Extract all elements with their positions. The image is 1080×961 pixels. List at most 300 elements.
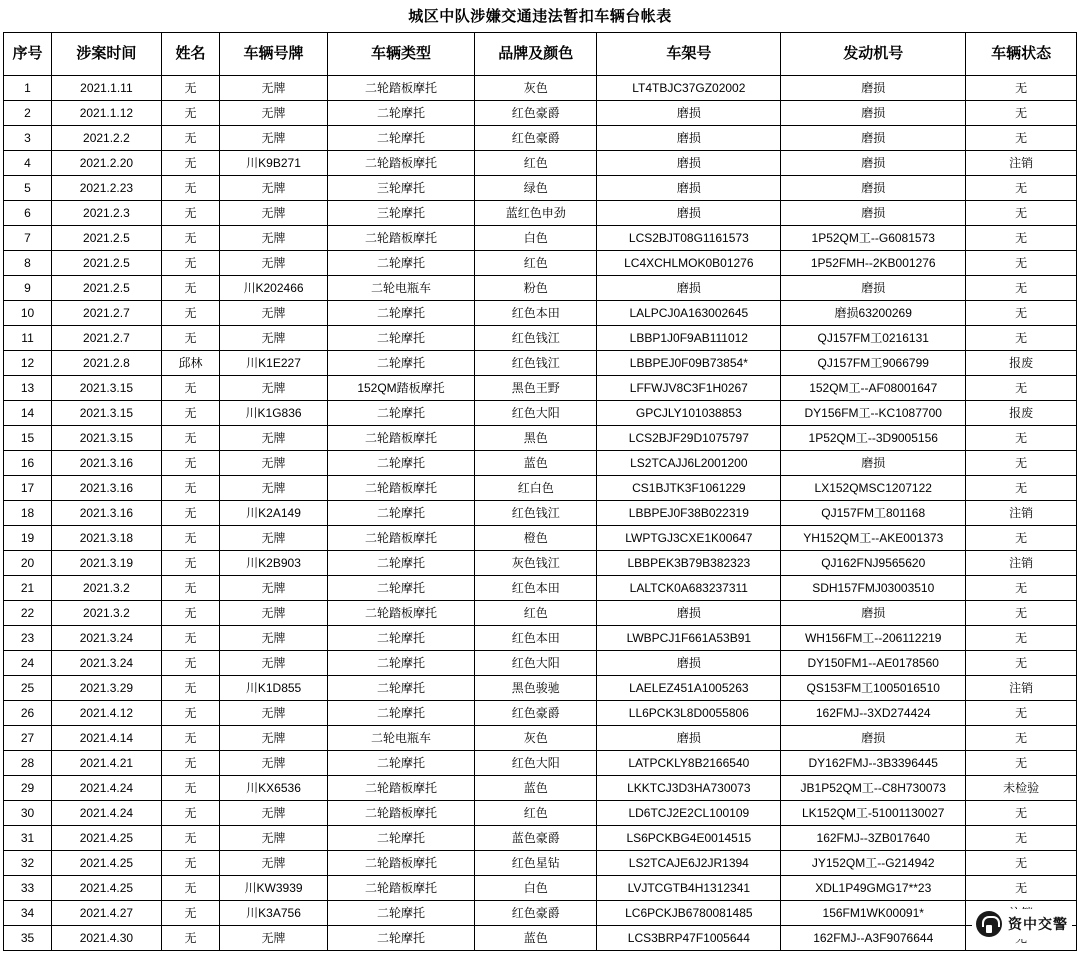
cell-name: 无 <box>161 901 220 926</box>
cell-vin: LVJTCGTB4H1312341 <box>597 876 781 901</box>
cell-vin: LC4XCHLMOK0B01276 <box>597 251 781 276</box>
table-row <box>4 351 1077 376</box>
column-header-vin: 车架号 <box>597 33 781 76</box>
table-row <box>4 201 1077 226</box>
cell-name: 无 <box>161 201 220 226</box>
cell-engine-no: DY156FM工--KC1087700 <box>781 401 966 426</box>
table-row <box>4 776 1077 801</box>
cell-brand-color: 红色 <box>475 801 597 826</box>
cell-index: 6 <box>4 201 52 226</box>
cell-brand-color: 红色 <box>475 151 597 176</box>
cell-case-time: 2021.3.15 <box>52 376 162 401</box>
cell-vin: LBBP1J0F9AB111012 <box>597 326 781 351</box>
cell-vin: 磨损 <box>597 601 781 626</box>
cell-vehicle-type: 152QM踏板摩托 <box>327 376 474 401</box>
cell-status: 无 <box>966 376 1077 401</box>
cell-status: 无 <box>966 201 1077 226</box>
cell-plate: 无牌 <box>220 426 328 451</box>
cell-plate: 无牌 <box>220 651 328 676</box>
cell-case-time: 2021.2.23 <box>52 176 162 201</box>
cell-plate: 无牌 <box>220 101 328 126</box>
cell-brand-color: 蓝色 <box>475 926 597 951</box>
cell-vin: LKKTCJ3D3HA730073 <box>597 776 781 801</box>
cell-plate: 川K1D855 <box>220 676 328 701</box>
table-row <box>4 876 1077 901</box>
cell-index: 22 <box>4 601 52 626</box>
cell-engine-no: 磨损 <box>781 151 966 176</box>
cell-brand-color: 蓝色 <box>475 451 597 476</box>
cell-status: 无 <box>966 101 1077 126</box>
table-row <box>4 176 1077 201</box>
cell-brand-color: 红色钱江 <box>475 501 597 526</box>
cell-index: 24 <box>4 651 52 676</box>
cell-vehicle-type: 二轮摩托 <box>327 826 474 851</box>
cell-index: 32 <box>4 851 52 876</box>
cell-engine-no: 磨损 <box>781 126 966 151</box>
cell-status: 无 <box>966 751 1077 776</box>
cell-brand-color: 红色本田 <box>475 626 597 651</box>
cell-case-time: 2021.4.21 <box>52 751 162 776</box>
table-row <box>4 701 1077 726</box>
cell-brand-color: 灰色 <box>475 76 597 101</box>
cell-name: 无 <box>161 101 220 126</box>
cell-brand-color: 红色大阳 <box>475 401 597 426</box>
cell-vin: 磨损 <box>597 126 781 151</box>
cell-status: 无 <box>966 276 1077 301</box>
cell-vin: LCS3BRP47F1005644 <box>597 926 781 951</box>
cell-vehicle-type: 二轮摩托 <box>327 451 474 476</box>
cell-plate: 川K1E227 <box>220 351 328 376</box>
cell-index: 16 <box>4 451 52 476</box>
cell-name: 无 <box>161 701 220 726</box>
cell-plate: 无牌 <box>220 451 328 476</box>
cell-name: 无 <box>161 726 220 751</box>
cell-brand-color: 红色钱江 <box>475 351 597 376</box>
cell-vehicle-type: 二轮摩托 <box>327 926 474 951</box>
cell-name: 无 <box>161 601 220 626</box>
cell-brand-color: 红色钱江 <box>475 326 597 351</box>
cell-plate: 无牌 <box>220 576 328 601</box>
cell-engine-no: 1P52QM工--G6081573 <box>781 226 966 251</box>
cell-vehicle-type: 二轮摩托 <box>327 626 474 651</box>
cell-name: 邱林 <box>161 351 220 376</box>
cell-status: 无 <box>966 626 1077 651</box>
table-row <box>4 226 1077 251</box>
cell-case-time: 2021.1.12 <box>52 101 162 126</box>
cell-status: 无 <box>966 876 1077 901</box>
cell-name: 无 <box>161 876 220 901</box>
cell-index: 9 <box>4 276 52 301</box>
cell-vin: LS2TCAJJ6L2001200 <box>597 451 781 476</box>
cell-vehicle-type: 二轮摩托 <box>327 576 474 601</box>
cell-index: 33 <box>4 876 52 901</box>
cell-case-time: 2021.3.2 <box>52 601 162 626</box>
cell-case-time: 2021.4.27 <box>52 901 162 926</box>
cell-brand-color: 蓝色豪爵 <box>475 826 597 851</box>
cell-vehicle-type: 二轮电瓶车 <box>327 276 474 301</box>
cell-name: 无 <box>161 276 220 301</box>
table-row <box>4 651 1077 676</box>
cell-status: 注销 <box>966 151 1077 176</box>
cell-index: 27 <box>4 726 52 751</box>
cell-index: 29 <box>4 776 52 801</box>
cell-status: 无 <box>966 826 1077 851</box>
table-row <box>4 826 1077 851</box>
cell-name: 无 <box>161 551 220 576</box>
cell-engine-no: 磨损 <box>781 601 966 626</box>
column-header-name: 姓名 <box>161 33 220 76</box>
cell-brand-color: 白色 <box>475 876 597 901</box>
table-row <box>4 751 1077 776</box>
cell-vin: 磨损 <box>597 151 781 176</box>
table-row <box>4 276 1077 301</box>
cell-vin: LCS2BJF29D1075797 <box>597 426 781 451</box>
cell-engine-no: QS153FM工1005016510 <box>781 676 966 701</box>
cell-case-time: 2021.3.19 <box>52 551 162 576</box>
cell-name: 无 <box>161 501 220 526</box>
cell-engine-no: LX152QMSC1207122 <box>781 476 966 501</box>
cell-case-time: 2021.2.7 <box>52 326 162 351</box>
cell-index: 18 <box>4 501 52 526</box>
cell-case-time: 2021.3.24 <box>52 651 162 676</box>
cell-index: 3 <box>4 126 52 151</box>
cell-index: 15 <box>4 426 52 451</box>
table-row <box>4 851 1077 876</box>
column-header-index: 序号 <box>4 33 52 76</box>
cell-name: 无 <box>161 476 220 501</box>
cell-brand-color: 红色豪爵 <box>475 901 597 926</box>
cell-name: 无 <box>161 126 220 151</box>
table-header-row <box>4 33 1077 76</box>
cell-vehicle-type: 二轮摩托 <box>327 501 474 526</box>
cell-vin: LBBPEJ0F38B022319 <box>597 501 781 526</box>
cell-status: 报废 <box>966 401 1077 426</box>
cell-plate: 川K202466 <box>220 276 328 301</box>
cell-case-time: 2021.2.5 <box>52 251 162 276</box>
cell-vehicle-type: 二轮摩托 <box>327 126 474 151</box>
cell-plate: 无牌 <box>220 601 328 626</box>
cell-plate: 无牌 <box>220 376 328 401</box>
cell-engine-no: DY162FMJ--3B3396445 <box>781 751 966 776</box>
cell-case-time: 2021.4.25 <box>52 876 162 901</box>
cell-brand-color: 白色 <box>475 226 597 251</box>
column-header-vehicle-type: 车辆类型 <box>327 33 474 76</box>
cell-vin: LALPCJ0A163002645 <box>597 301 781 326</box>
cell-engine-no: 磨损 <box>781 76 966 101</box>
cell-case-time: 2021.2.8 <box>52 351 162 376</box>
cell-plate: 无牌 <box>220 826 328 851</box>
cell-case-time: 2021.2.3 <box>52 201 162 226</box>
cell-index: 31 <box>4 826 52 851</box>
cell-case-time: 2021.3.16 <box>52 476 162 501</box>
cell-engine-no: QJ157FM工0216131 <box>781 326 966 351</box>
cell-case-time: 2021.3.24 <box>52 626 162 651</box>
cell-engine-no: YH152QM工--AKE001373 <box>781 526 966 551</box>
cell-vehicle-type: 二轮踏板摩托 <box>327 876 474 901</box>
table-row <box>4 401 1077 426</box>
table-row <box>4 426 1077 451</box>
cell-vehicle-type: 二轮摩托 <box>327 701 474 726</box>
table-row <box>4 551 1077 576</box>
cell-brand-color: 红色 <box>475 251 597 276</box>
table-row <box>4 626 1077 651</box>
cell-status: 无 <box>966 476 1077 501</box>
cell-plate: 无牌 <box>220 301 328 326</box>
cell-brand-color: 红色本田 <box>475 301 597 326</box>
cell-vin: 磨损 <box>597 651 781 676</box>
table-body <box>4 76 1077 951</box>
cell-status: 无 <box>966 801 1077 826</box>
cell-name: 无 <box>161 751 220 776</box>
cell-status: 无 <box>966 651 1077 676</box>
cell-plate: 无牌 <box>220 201 328 226</box>
cell-vin: LL6PCK3L8D0055806 <box>597 701 781 726</box>
cell-name: 无 <box>161 76 220 101</box>
cell-brand-color: 灰色钱江 <box>475 551 597 576</box>
cell-name: 无 <box>161 326 220 351</box>
cell-brand-color: 黑色骏驰 <box>475 676 597 701</box>
cell-status: 无 <box>966 701 1077 726</box>
table-row <box>4 676 1077 701</box>
cell-name: 无 <box>161 226 220 251</box>
cell-status: 无 <box>966 526 1077 551</box>
cell-brand-color: 粉色 <box>475 276 597 301</box>
cell-case-time: 2021.3.16 <box>52 451 162 476</box>
cell-vehicle-type: 二轮踏板摩托 <box>327 801 474 826</box>
cell-engine-no: SDH157FMJ03003510 <box>781 576 966 601</box>
cell-vin: LS6PCKBG4E0014515 <box>597 826 781 851</box>
cell-brand-color: 灰色 <box>475 726 597 751</box>
cell-vehicle-type: 二轮踏板摩托 <box>327 76 474 101</box>
table-row <box>4 901 1077 926</box>
cell-index: 30 <box>4 801 52 826</box>
cell-brand-color: 红色 <box>475 601 597 626</box>
cell-case-time: 2021.4.25 <box>52 851 162 876</box>
cell-engine-no: 1P52FMH--2KB001276 <box>781 251 966 276</box>
cell-engine-no: LK152QM工-51001130027 <box>781 801 966 826</box>
cell-case-time: 2021.4.30 <box>52 926 162 951</box>
cell-name: 无 <box>161 376 220 401</box>
cell-index: 8 <box>4 251 52 276</box>
cell-engine-no: WH156FM工--206112219 <box>781 626 966 651</box>
cell-name: 无 <box>161 151 220 176</box>
cell-plate: 无牌 <box>220 626 328 651</box>
cell-engine-no: 磨损 <box>781 176 966 201</box>
cell-engine-no: 152QM工--AF08001647 <box>781 376 966 401</box>
cell-index: 19 <box>4 526 52 551</box>
cell-engine-no: JB1P52QM工--C8H730073 <box>781 776 966 801</box>
cell-plate: 川K2A149 <box>220 501 328 526</box>
cell-plate: 无牌 <box>220 126 328 151</box>
cell-case-time: 2021.3.15 <box>52 401 162 426</box>
cell-engine-no: 162FMJ--3ZB017640 <box>781 826 966 851</box>
cell-vehicle-type: 二轮踏板摩托 <box>327 426 474 451</box>
cell-vehicle-type: 二轮踏板摩托 <box>327 151 474 176</box>
cell-status: 无 <box>966 451 1077 476</box>
cell-brand-color: 红白色 <box>475 476 597 501</box>
cell-engine-no: 1P52QM工--3D9005156 <box>781 426 966 451</box>
cell-name: 无 <box>161 851 220 876</box>
cell-brand-color: 蓝红色申劲 <box>475 201 597 226</box>
cell-name: 无 <box>161 651 220 676</box>
cell-index: 26 <box>4 701 52 726</box>
cell-index: 14 <box>4 401 52 426</box>
table-row <box>4 576 1077 601</box>
cell-status: 无 <box>966 226 1077 251</box>
cell-engine-no: QJ157FM工9066799 <box>781 351 966 376</box>
cell-vehicle-type: 二轮踏板摩托 <box>327 601 474 626</box>
cell-vehicle-type: 二轮摩托 <box>327 301 474 326</box>
cell-plate: 无牌 <box>220 226 328 251</box>
cell-engine-no: QJ162FNJ9565620 <box>781 551 966 576</box>
cell-plate: 无牌 <box>220 326 328 351</box>
cell-vehicle-type: 二轮踏板摩托 <box>327 476 474 501</box>
cell-index: 20 <box>4 551 52 576</box>
cell-plate: 无牌 <box>220 751 328 776</box>
cell-engine-no: 磨损 <box>781 276 966 301</box>
cell-name: 无 <box>161 251 220 276</box>
cell-vin: LAELEZ451A1005263 <box>597 676 781 701</box>
cell-case-time: 2021.4.14 <box>52 726 162 751</box>
column-header-plate: 车辆号牌 <box>220 33 328 76</box>
cell-case-time: 2021.4.25 <box>52 826 162 851</box>
cell-case-time: 2021.3.15 <box>52 426 162 451</box>
cell-engine-no: 磨损 <box>781 101 966 126</box>
cell-vehicle-type: 二轮踏板摩托 <box>327 776 474 801</box>
table-row <box>4 601 1077 626</box>
cell-vehicle-type: 二轮踏板摩托 <box>327 851 474 876</box>
cell-vehicle-type: 三轮摩托 <box>327 201 474 226</box>
table-row <box>4 926 1077 951</box>
cell-engine-no: 162FMJ--A3F9076644 <box>781 926 966 951</box>
cell-vin: LALTCK0A683237311 <box>597 576 781 601</box>
cell-vehicle-type: 三轮摩托 <box>327 176 474 201</box>
cell-vehicle-type: 二轮摩托 <box>327 651 474 676</box>
cell-index: 10 <box>4 301 52 326</box>
cell-plate: 无牌 <box>220 476 328 501</box>
cell-vin: LT4TBJC37GZ02002 <box>597 76 781 101</box>
cell-engine-no: QJ157FM工801168 <box>781 501 966 526</box>
cell-plate: 无牌 <box>220 526 328 551</box>
cell-vin: LWBPCJ1F661A53B91 <box>597 626 781 651</box>
table-row <box>4 451 1077 476</box>
cell-name: 无 <box>161 826 220 851</box>
cell-index: 34 <box>4 901 52 926</box>
cell-case-time: 2021.4.12 <box>52 701 162 726</box>
cell-status: 无 <box>966 576 1077 601</box>
cell-name: 无 <box>161 626 220 651</box>
cell-vehicle-type: 二轮摩托 <box>327 251 474 276</box>
cell-plate: 川KX6536 <box>220 776 328 801</box>
cell-case-time: 2021.4.24 <box>52 801 162 826</box>
cell-brand-color: 黑色王野 <box>475 376 597 401</box>
cell-case-time: 2021.2.5 <box>52 276 162 301</box>
cell-vin: 磨损 <box>597 176 781 201</box>
cell-status: 报废 <box>966 351 1077 376</box>
cell-engine-no: 磨损 <box>781 201 966 226</box>
cell-plate: 无牌 <box>220 76 328 101</box>
page-title: 城区中队涉嫌交通违法暂扣车辆台帐表 <box>408 8 672 25</box>
police-badge-icon <box>976 911 1002 937</box>
cell-index: 1 <box>4 76 52 101</box>
cell-engine-no: 162FMJ--3XD274424 <box>781 701 966 726</box>
cell-case-time: 2021.3.18 <box>52 526 162 551</box>
column-header-status: 车辆状态 <box>966 33 1077 76</box>
cell-index: 13 <box>4 376 52 401</box>
cell-status: 无 <box>966 126 1077 151</box>
cell-vin: 磨损 <box>597 726 781 751</box>
cell-case-time: 2021.3.29 <box>52 676 162 701</box>
cell-index: 25 <box>4 676 52 701</box>
cell-index: 28 <box>4 751 52 776</box>
cell-plate: 无牌 <box>220 176 328 201</box>
table-row <box>4 151 1077 176</box>
cell-engine-no: 磨损 <box>781 726 966 751</box>
cell-plate: 无牌 <box>220 726 328 751</box>
table-row <box>4 76 1077 101</box>
cell-vin: 磨损 <box>597 276 781 301</box>
cell-engine-no: XDL1P49GMG17**23 <box>781 876 966 901</box>
cell-vehicle-type: 二轮摩托 <box>327 551 474 576</box>
cell-brand-color: 红色豪爵 <box>475 101 597 126</box>
cell-vehicle-type: 二轮摩托 <box>327 326 474 351</box>
cell-vin: LC6PCKJB6780081485 <box>597 901 781 926</box>
cell-vehicle-type: 二轮踏板摩托 <box>327 526 474 551</box>
cell-vin: LBBPEJ0F09B73854* <box>597 351 781 376</box>
cell-index: 5 <box>4 176 52 201</box>
cell-status: 无 <box>966 726 1077 751</box>
cell-plate: 川KW3939 <box>220 876 328 901</box>
cell-index: 7 <box>4 226 52 251</box>
cell-case-time: 2021.4.24 <box>52 776 162 801</box>
cell-brand-color: 红色星钻 <box>475 851 597 876</box>
cell-brand-color: 红色大阳 <box>475 751 597 776</box>
cell-plate: 川K9B271 <box>220 151 328 176</box>
cell-plate: 川K1G836 <box>220 401 328 426</box>
cell-index: 35 <box>4 926 52 951</box>
cell-vin: GPCJLY101038853 <box>597 401 781 426</box>
cell-plate: 无牌 <box>220 701 328 726</box>
table-row <box>4 376 1077 401</box>
cell-vin: LBBPEK3B79B382323 <box>597 551 781 576</box>
column-header-brand-color: 品牌及颜色 <box>475 33 597 76</box>
cell-index: 17 <box>4 476 52 501</box>
cell-status: 注销 <box>966 501 1077 526</box>
cell-status: 无 <box>966 426 1077 451</box>
cell-vehicle-type: 二轮摩托 <box>327 401 474 426</box>
cell-vin: LD6TCJ2E2CL100109 <box>597 801 781 826</box>
cell-plate: 川K2B903 <box>220 551 328 576</box>
cell-vin: LS2TCAJE6J2JR1394 <box>597 851 781 876</box>
cell-plate: 无牌 <box>220 801 328 826</box>
cell-vin: LCS2BJT08G1161573 <box>597 226 781 251</box>
cell-status: 注销 <box>966 551 1077 576</box>
cell-index: 21 <box>4 576 52 601</box>
cell-brand-color: 蓝色 <box>475 776 597 801</box>
column-header-case-time: 涉案时间 <box>52 33 162 76</box>
cell-status: 无 <box>966 601 1077 626</box>
cell-vin: 磨损 <box>597 101 781 126</box>
table-row <box>4 801 1077 826</box>
cell-case-time: 2021.2.7 <box>52 301 162 326</box>
cell-brand-color: 红色大阳 <box>475 651 597 676</box>
cell-engine-no: JY152QM工--G214942 <box>781 851 966 876</box>
cell-plate: 川K3A756 <box>220 901 328 926</box>
cell-brand-color: 黑色 <box>475 426 597 451</box>
cell-name: 无 <box>161 301 220 326</box>
cell-vehicle-type: 二轮摩托 <box>327 676 474 701</box>
cell-index: 12 <box>4 351 52 376</box>
